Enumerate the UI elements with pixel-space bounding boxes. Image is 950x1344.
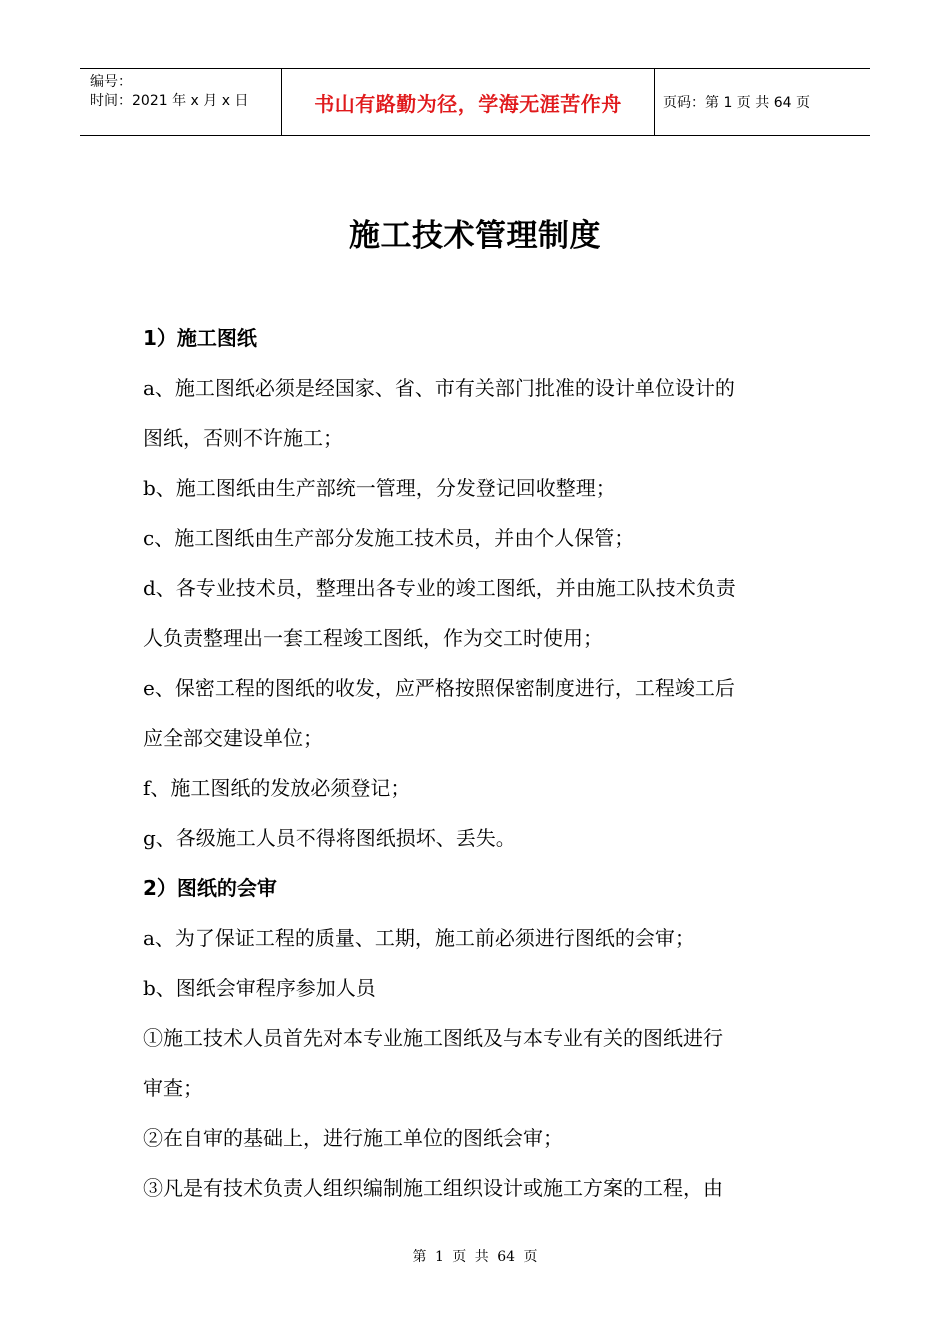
body-line: ②在自审的基础上，进行施工单位的图纸会审； bbox=[143, 1126, 563, 1150]
body-line: 人负责整理出一套工程竣工图纸，作为交工时使用； bbox=[143, 626, 603, 650]
header-meta-cell bbox=[80, 69, 282, 135]
header-motto-cell bbox=[282, 69, 655, 135]
document-body bbox=[143, 313, 813, 1213]
body-line: 审查； bbox=[143, 1076, 203, 1100]
body-line: b、施工图纸由生产部统一管理，分发登记回收整理； bbox=[143, 476, 616, 500]
section-heading: 2）图纸的会审 bbox=[143, 876, 277, 900]
section-heading: 1）施工图纸 bbox=[143, 326, 257, 350]
body-line: e、保密工程的图纸的收发，应严格按照保密制度进行，工程竣工后 bbox=[143, 676, 735, 700]
body-line: ①施工技术人员首先对本专业施工图纸及与本专业有关的图纸进行 bbox=[143, 1026, 723, 1050]
motto-text: 书山有路勤为径，学海无涯苦作舟 bbox=[314, 91, 622, 116]
body-line: g、各级施工人员不得将图纸损坏、丢失。 bbox=[143, 826, 516, 850]
document-title: 施工技术管理制度 bbox=[349, 218, 601, 254]
body-line: 应全部交建设单位； bbox=[143, 726, 323, 750]
page-info: 页码：第 1 页 共 64 页 bbox=[663, 95, 810, 111]
body-line: ③凡是有技术负责人组织编制施工组织设计或施工方案的工程，由 bbox=[143, 1176, 723, 1200]
header-page-cell bbox=[655, 69, 870, 135]
date-line: 时间：2021 年 x 月 x 日 bbox=[90, 93, 249, 109]
body-line: a、施工图纸必须是经国家、省、市有关部门批准的设计单位设计的 bbox=[143, 376, 735, 400]
body-line: c、施工图纸由生产部分发施工技术员，并由个人保管； bbox=[143, 526, 635, 550]
body-line: b、图纸会审程序参加人员 bbox=[143, 976, 376, 1000]
page-footer: 第 1 页 共 64 页 bbox=[412, 1249, 538, 1265]
serial-number-label: 编号： bbox=[90, 74, 132, 90]
body-line: f、施工图纸的发放必须登记； bbox=[143, 776, 411, 800]
page-header bbox=[80, 68, 870, 136]
body-line: a、为了保证工程的质量、工期，施工前必须进行图纸的会审； bbox=[143, 926, 695, 950]
body-line: 图纸，否则不许施工； bbox=[143, 426, 343, 450]
body-line: d、各专业技术员，整理出各专业的竣工图纸，并由施工队技术负责 bbox=[143, 576, 736, 600]
